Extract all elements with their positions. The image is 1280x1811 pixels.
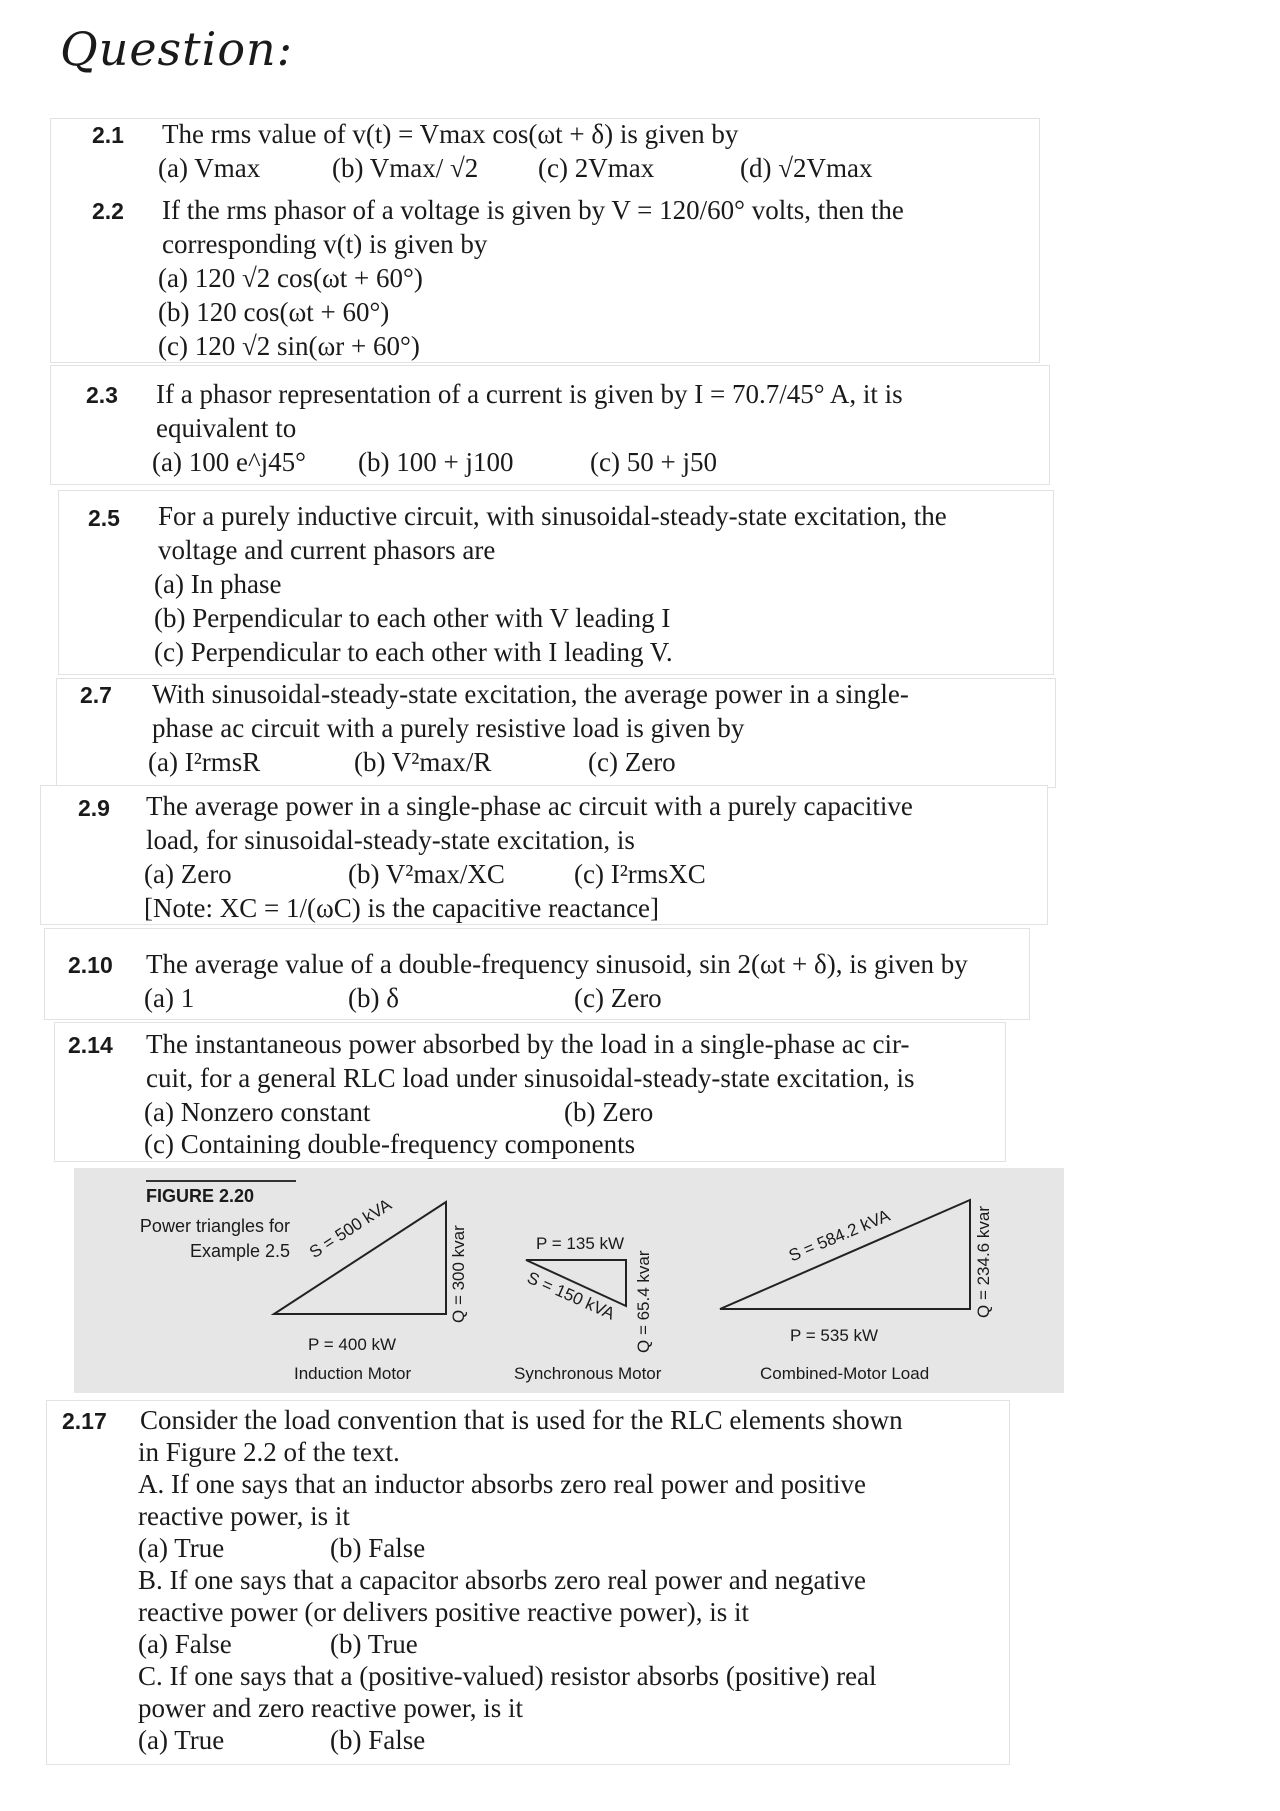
option-c: (c) 2Vmax <box>538 153 655 183</box>
question-text: If a phasor representation of a current is given by I = 70.7/45° A, it is <box>156 379 903 409</box>
question-note: [Note: XC = 1/(ωC) is the capacitive reactance] <box>144 893 660 923</box>
question-text: corresponding v(t) is given by <box>162 229 488 259</box>
figure-power-triangles <box>74 1168 1064 1393</box>
part-c-option-a: (a) True <box>138 1725 225 1755</box>
option-b: (b) Perpendicular to each other with V leading I <box>154 603 671 633</box>
option-c: (c) Containing double-frequency components <box>144 1129 636 1159</box>
question-text: equivalent to <box>156 413 297 443</box>
question-number: 2.17 <box>62 1408 107 1434</box>
t2-name: Synchronous Motor <box>514 1364 662 1383</box>
option-c: (c) Perpendicular to each other with I leading V. <box>154 637 673 667</box>
question-text: load, for sinusoidal-steady-state excitation, is <box>146 825 635 855</box>
option-a: (a) 1 <box>144 983 195 1013</box>
option-c: (c) 50 + j50 <box>590 447 717 477</box>
question-number: 2.9 <box>78 795 110 821</box>
part-b-text: B. If one says that a capacitor absorbs zero real power and negative <box>138 1565 866 1595</box>
option-a: (a) Nonzero constant <box>144 1097 371 1127</box>
option-b: (b) Vmax/ √2 <box>332 153 479 183</box>
question-number: 2.14 <box>68 1032 113 1058</box>
t1-name: Induction Motor <box>294 1364 412 1383</box>
question-text: For a purely inductive circuit, with sinusoidal-steady-state excitation, the <box>158 501 947 531</box>
t2-s-label: S = 150 kVA <box>524 1268 618 1324</box>
option-a: (a) Vmax <box>158 153 261 183</box>
question-text: The average power in a single-phase ac circuit with a purely capacitive <box>146 791 913 821</box>
part-a-text: reactive power, is it <box>138 1501 350 1531</box>
part-c-text: power and zero reactive power, is it <box>138 1693 524 1723</box>
option-a: (a) 120 √2 cos(ωt + 60°) <box>158 263 423 293</box>
t1-s-label: S = 500 kVA <box>306 1194 395 1262</box>
page-heading: Question: <box>60 22 294 76</box>
option-a: (a) In phase <box>154 569 282 599</box>
t3-p-label: P = 535 kW <box>790 1326 879 1345</box>
part-b-text: reactive power (or delivers positive reactive power), is it <box>138 1597 750 1627</box>
question-text: The average value of a double-frequency sinusoid, sin 2(ωt + δ), is given by <box>146 949 968 979</box>
question-number: 2.1 <box>92 122 124 148</box>
figure-caption-line: Example 2.5 <box>189 1241 290 1261</box>
option-b: (b) Zero <box>564 1097 654 1127</box>
question-text: cuit, for a general RLC load under sinusoidal-steady-state excitation, is <box>146 1063 915 1093</box>
question-text: Consider the load convention that is used for the RLC elements shown <box>140 1405 903 1435</box>
question-number: 2.10 <box>68 952 113 978</box>
question-text: The rms value of v(t) = Vmax cos(ωt + δ) is given by <box>162 119 739 149</box>
t3-s-label: S = 584.2 kVA <box>786 1205 893 1266</box>
t2-q-label: Q = 65.4 kvar <box>634 1250 653 1353</box>
power-triangles-svg <box>74 1168 1064 1393</box>
option-b: (b) 120 cos(ωt + 60°) <box>158 297 390 327</box>
option-c: (c) 120 √2 sin(ωr + 60°) <box>158 331 420 361</box>
part-a-text: A. If one says that an inductor absorbs zero real power and positive <box>138 1469 867 1499</box>
part-c-text: C. If one says that a (positive-valued) resistor absorbs (positive) real <box>138 1661 877 1691</box>
option-b: (b) δ <box>348 983 399 1013</box>
figure-title: FIGURE 2.20 <box>146 1180 296 1207</box>
question-text: If the rms phasor of a voltage is given by V = 120/60° volts, then the <box>162 195 904 225</box>
option-b: (b) 100 + j100 <box>358 447 514 477</box>
t1-p-label: P = 400 kW <box>308 1335 397 1354</box>
part-a-option-a: (a) True <box>138 1533 225 1563</box>
option-c: (c) I²rmsXC <box>574 859 706 889</box>
part-b-option-b: (b) True <box>330 1629 418 1659</box>
t3-q-label: Q = 234.6 kvar <box>974 1206 993 1318</box>
part-c-option-b: (b) False <box>330 1725 426 1755</box>
question-text: phase ac circuit with a purely resistive load is given by <box>152 713 745 743</box>
part-b-option-a: (a) False <box>138 1629 232 1659</box>
option-a: (a) Zero <box>144 859 232 889</box>
question-number: 2.2 <box>92 198 124 224</box>
option-a: (a) I²rmsR <box>148 747 261 777</box>
question-text: With sinusoidal-steady-state excitation, the average power in a single- <box>152 679 909 709</box>
question-number: 2.5 <box>88 505 120 531</box>
option-b: (b) V²max/R <box>354 747 492 777</box>
option-b: (b) V²max/XC <box>348 859 505 889</box>
figure-caption-line: Power triangles for <box>139 1216 290 1236</box>
question-text: The instantaneous power absorbed by the load in a single-phase ac cir- <box>146 1029 910 1059</box>
t2-p-label: P = 135 kW <box>536 1234 625 1253</box>
question-number: 2.7 <box>80 682 112 708</box>
question-text: in Figure 2.2 of the text. <box>138 1437 400 1467</box>
combined-load-triangle <box>720 1200 970 1309</box>
option-c: (c) Zero <box>574 983 662 1013</box>
option-c: (c) Zero <box>588 747 676 777</box>
t3-name: Combined-Motor Load <box>760 1364 930 1383</box>
question-number: 2.3 <box>86 382 118 408</box>
question-text: voltage and current phasors are <box>158 535 496 565</box>
t1-q-label: Q = 300 kvar <box>449 1225 468 1323</box>
option-d: (d) √2Vmax <box>740 153 873 183</box>
option-a: (a) 100 e^j45° <box>152 447 306 477</box>
part-a-option-b: (b) False <box>330 1533 426 1563</box>
